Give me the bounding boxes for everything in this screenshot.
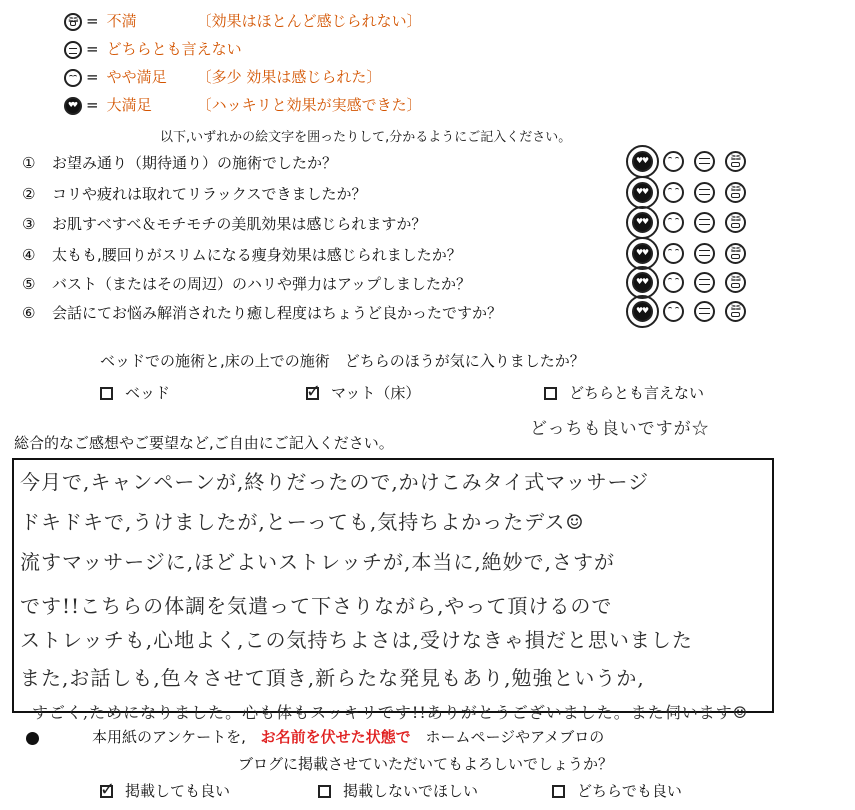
question-text: お肌すべすべ＆モチモチの美肌効果は感じられますか？ xyxy=(52,215,427,233)
checkbox-icon[interactable] xyxy=(552,785,565,798)
legend-label: やや満足 xyxy=(106,68,167,86)
question-text: バスト（またはその周辺）のハリや弾力はアップしましたか？ xyxy=(52,275,471,293)
neutral-face-icon[interactable] xyxy=(694,243,715,264)
love-face-icon[interactable] xyxy=(632,272,653,293)
question-number: ③ xyxy=(22,215,36,233)
checkbox-icon[interactable] xyxy=(318,785,331,798)
bed-option-label: ベッド xyxy=(125,384,171,402)
smile-face-icon[interactable] xyxy=(663,272,684,293)
legend-equals: = xyxy=(86,96,99,114)
rating-faces xyxy=(632,212,746,233)
question-row xyxy=(22,244,462,265)
question-row xyxy=(22,213,426,234)
comment-line: 今月で,キャンペーンが,終りだったので,かけこみタイ式マッサージ xyxy=(20,470,650,494)
legend-description: 〔多少 効果は感じられた〕 xyxy=(196,68,382,86)
comment-line: です!!こちらの体調を気遣って下さりながら,やって頂けるので xyxy=(20,594,613,618)
comment-line: ドキドキで,うけましたが,とーっても,気持ちよかったデス☺ xyxy=(20,510,585,534)
legend-label: どちらとも言えない xyxy=(106,40,242,58)
legend-equals: = xyxy=(86,40,99,58)
checkbox-icon[interactable] xyxy=(306,387,319,400)
legend-label: 不満 xyxy=(106,12,137,30)
question-number: ② xyxy=(22,185,36,203)
legend-row xyxy=(64,94,422,115)
angry-face-icon[interactable] xyxy=(725,151,746,172)
neutral-face-icon[interactable] xyxy=(694,272,715,293)
rating-faces xyxy=(632,182,746,203)
angry-face-icon[interactable] xyxy=(725,301,746,322)
rating-faces xyxy=(632,243,746,264)
smile-face-icon[interactable] xyxy=(663,212,684,233)
legend-description: 〔効果はほとんど感じられない〕 xyxy=(196,12,422,30)
checkbox-icon[interactable] xyxy=(100,387,113,400)
publish-option[interactable] xyxy=(318,780,478,801)
neutral-face-icon xyxy=(64,41,82,59)
publish-option[interactable] xyxy=(100,780,230,801)
rating-faces xyxy=(632,272,746,293)
neutral-face-icon[interactable] xyxy=(694,212,715,233)
question-text: お望み通り（期待通り）の施術でしたか？ xyxy=(52,154,338,172)
bullet-icon xyxy=(26,732,39,745)
checkbox-icon[interactable] xyxy=(100,785,113,798)
publish-option-label: 掲載しても良い xyxy=(125,782,231,800)
comment-line: すごく,ためになりました。心も体もスッキリです!!ありがとうございました。また伺います☺ xyxy=(32,703,749,722)
question-row xyxy=(22,302,502,323)
publish-option-label: 掲載しないでほしい xyxy=(343,782,479,800)
legend-equals: = xyxy=(86,68,99,86)
smile-face-icon[interactable] xyxy=(663,182,684,203)
comment-line: 流すマッサージに,ほどよいストレッチが,本当に,絶妙で,さすが xyxy=(20,550,616,574)
smile-face-icon[interactable] xyxy=(663,301,684,322)
question-row xyxy=(22,273,471,294)
legend-label: 大満足 xyxy=(106,96,152,114)
question-text: コリや疲れは取れてリラックスできましたか？ xyxy=(52,185,367,203)
angry-face-icon[interactable] xyxy=(725,272,746,293)
bed-note-handwritten: どっちも良いですが☆ xyxy=(530,419,710,439)
publish-text-post: ホームページやアメブロの xyxy=(425,728,605,746)
legend-equals: = xyxy=(86,12,99,30)
publish-option-label: どちらでも良い xyxy=(577,782,682,800)
bed-option-label: どちらとも言えない xyxy=(569,384,705,402)
smile-face-icon[interactable] xyxy=(663,151,684,172)
question-number: ⑥ xyxy=(22,304,36,322)
legend-row xyxy=(64,38,252,59)
angry-face-icon[interactable] xyxy=(725,182,746,203)
question-text: 太もも,腰回りがスリムになる痩身効果は感じられましたか？ xyxy=(52,246,462,264)
rating-faces xyxy=(632,301,746,322)
publish-question-line2: ブログに掲載させていただいてもよろしいでしょうか？ xyxy=(238,755,614,773)
neutral-face-icon[interactable] xyxy=(694,151,715,172)
bed-option[interactable] xyxy=(544,382,704,403)
question-number: ① xyxy=(22,154,36,172)
angry-face-icon[interactable] xyxy=(725,212,746,233)
love-face-icon[interactable] xyxy=(632,212,653,233)
publish-text-pre: 本用紙のアンケートを, xyxy=(92,728,246,746)
angry-face-icon[interactable] xyxy=(725,243,746,264)
question-row xyxy=(22,152,337,173)
neutral-face-icon[interactable] xyxy=(694,301,715,322)
neutral-face-icon[interactable] xyxy=(694,182,715,203)
legend-description: 〔ハッキリと効果が実感できた〕 xyxy=(196,96,422,114)
checkbox-icon[interactable] xyxy=(544,387,557,400)
love-face-icon[interactable] xyxy=(632,182,653,203)
love-face-icon[interactable] xyxy=(632,151,653,172)
love-face-icon xyxy=(64,97,82,115)
bed-option-label: マット（床） xyxy=(331,384,421,402)
comment-line: ストレッチも,心地よく,この気持ちよさは,受けなきゃ損だと思いました xyxy=(20,628,693,652)
love-face-icon[interactable] xyxy=(632,243,653,264)
comment-heading: 総合的なご感想やご要望など,ご自由にご記入ください。 xyxy=(14,434,394,452)
bed-option[interactable] xyxy=(306,382,420,403)
bed-question: ベッドでの施術と,床の上での施術 どちらのほうが気に入りましたか？ xyxy=(100,352,585,370)
question-row xyxy=(22,183,367,204)
legend-row xyxy=(64,10,422,31)
publish-text-highlight: お名前を伏せた状態で xyxy=(260,728,411,746)
publish-question-line1 xyxy=(92,726,604,747)
question-number: ⑤ xyxy=(22,275,36,293)
bed-option[interactable] xyxy=(100,382,170,403)
legend-row xyxy=(64,66,381,87)
angry-face-icon xyxy=(64,13,82,31)
instruction-text: 以下,いずれかの絵文字を囲ったりして,分かるようにご記入ください。 xyxy=(160,130,572,145)
question-number: ④ xyxy=(22,246,36,264)
smile-face-icon xyxy=(64,69,82,87)
question-text: 会話にてお悩み解消されたり癒し程度はちょうど良かったですか？ xyxy=(52,304,503,322)
rating-faces xyxy=(632,151,746,172)
publish-option[interactable] xyxy=(552,780,682,801)
smile-face-icon[interactable] xyxy=(663,243,684,264)
comment-line: また,お話しも,色々させて頂き,新らたな発見もあり,勉強というか, xyxy=(20,666,645,690)
love-face-icon[interactable] xyxy=(632,301,653,322)
